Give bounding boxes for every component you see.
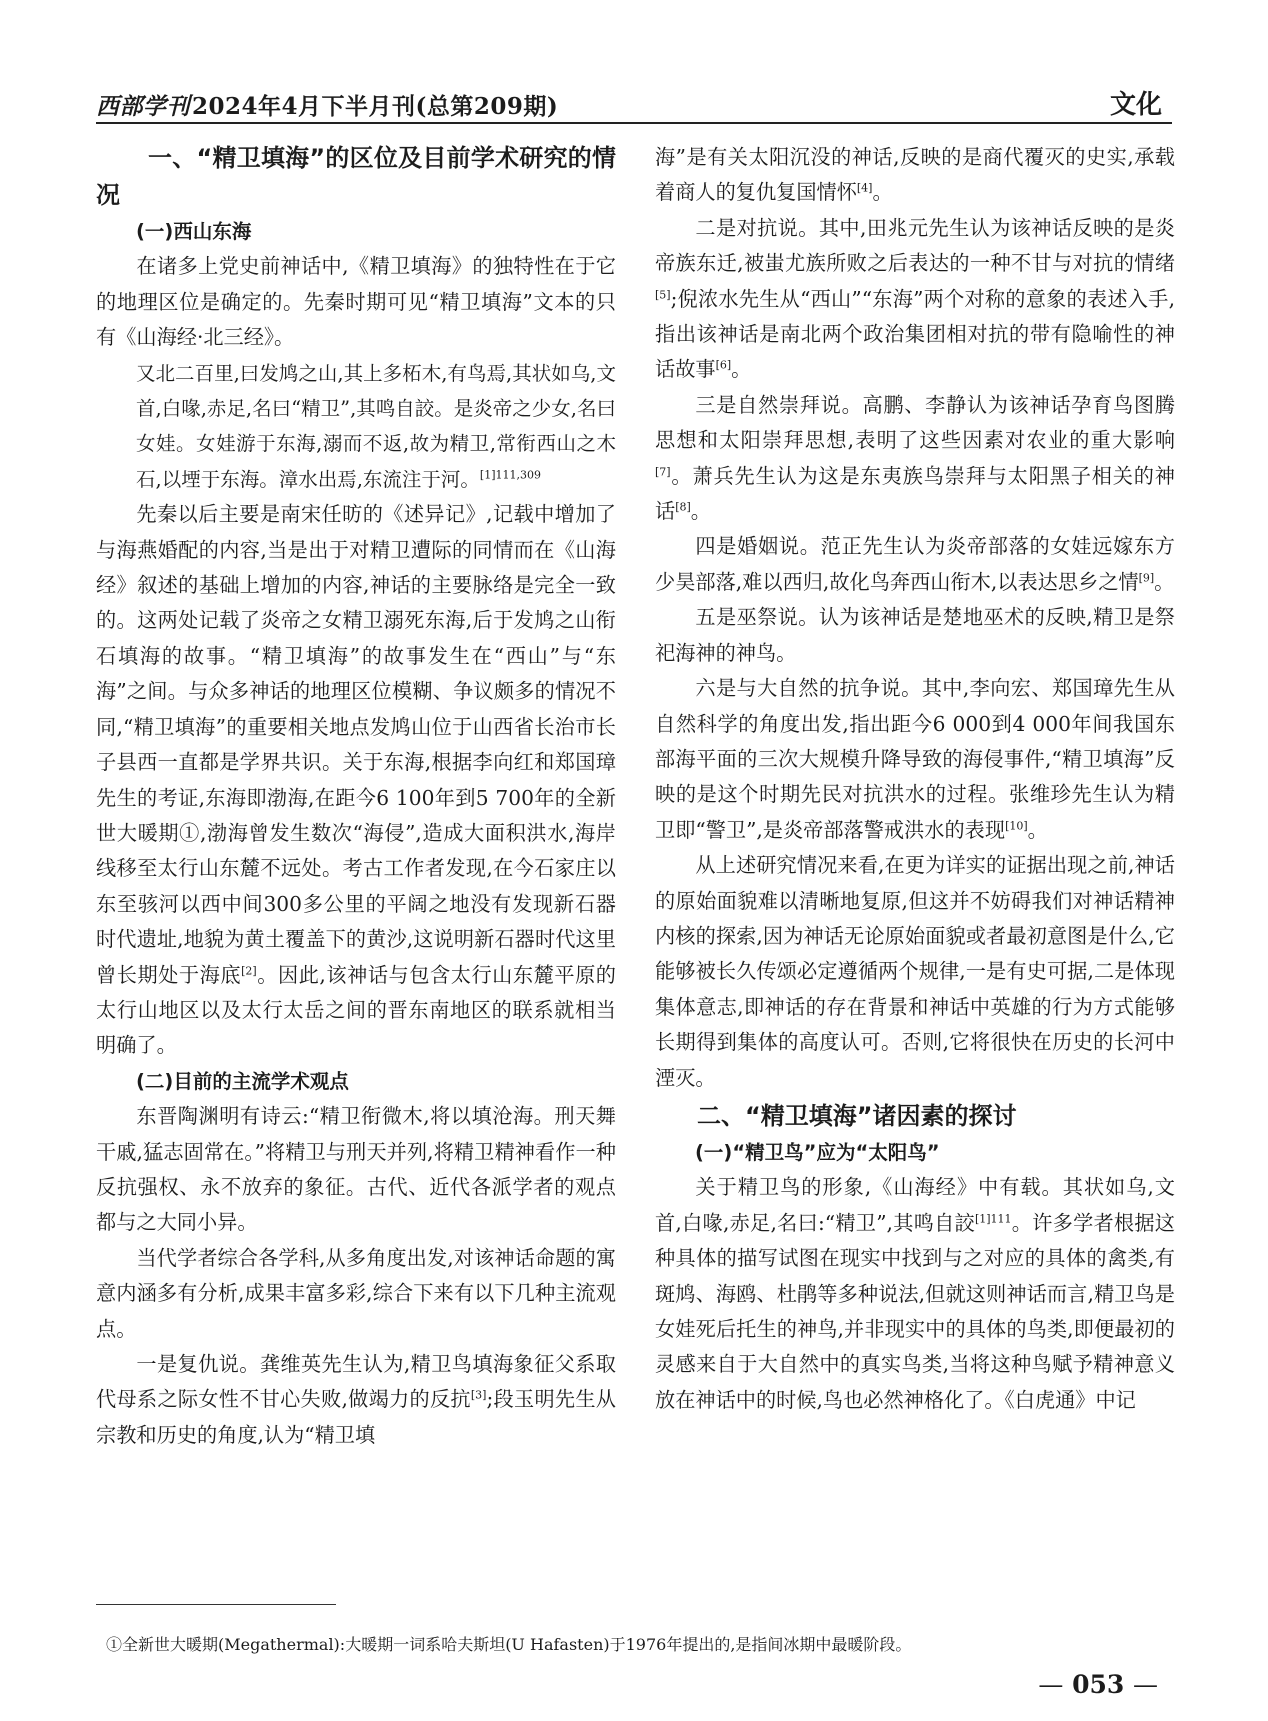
paragraph: 二是对抗说。其中,田兆元先生认为该神话反映的是炎帝族东迁,被蚩尤族所败之后表达的一种不甘与对抗的情绪[5];倪浓水先生从“西山”“东海”两个对称的意象的表述入手,指出该神话是南北两个政治集团相对抗的带有隐喻性的神话故事[6]。	[655, 215, 1175, 382]
paragraph: 六是与大自然的抗争说。其中,李向宏、郑国璋先生从自然科学的角度出发,指出距今6 000到4 000年间我国东部海平面的三次大规模升降导致的海侵事件,“精卫填海”反映的是这个时期先民对抗洪水的过程。张维珍先生认为精卫即“警卫”,是炎帝部落警戒洪水的表现[10]。	[655, 676, 1175, 842]
paragraph: 先秦以后主要是南宋任昉的《述异记》,记载中增加了与海燕婚配的内容,当是出于对精卫遭际的同情而在《山海经》叙述的基础上增加的内容,神话的主要脉络是完全一致的。这两处记载了炎帝之女精卫溺死东海,后于发鸠之山衔石填海的故事。“精卫填海”的故事发生在“西山”与“东海”之间。与众多神话的地理区位模糊、争议颇多的情况不同,“精卫填海”的重要相关地点发鸠山位于山西省长治市长子县西一直都是学界共识。关于东海,根据李向红和郑国璋先生的考证,东海即渤海,在距今6 100年到5 700年的全新世大暖期①,渤海曾发生数次“海侵”,造成大面积洪水,海岸线移至太行山东麓不远处。考古工作者发现,在今石家庄以东至骇河以西中间300多公里的平阔之地没有发现新石器时代遗址,地貌为黄土覆盖下的黄沙,这说明新石器时代这里曾长期处于海底[2]。因此,该神话与包含太行山东麓平原的太行山地区以及太行太岳之间的晋东南地区的联系就相当明确了。	[96, 502, 616, 1058]
header-rule	[96, 122, 1172, 124]
journal-logo: 西部学刊	[96, 93, 190, 120]
page-dash-right: —	[1133, 1670, 1158, 1699]
citation: [2]	[241, 963, 257, 977]
section-label: 文化	[1109, 90, 1162, 120]
citation: [1]111,309	[479, 468, 541, 482]
page-header	[96, 82, 1172, 122]
section-heading-2: 二、“精卫填海”诸因素的探讨	[697, 1101, 1017, 1130]
paragraph: 东晋陶渊明有诗云:“精卫衔微木,将以填沧海。刑天舞干戚,猛志固常在。”将精卫与刑天并列,将精卫精神看作一种反抗强权、永不放弃的象征。古代、近代各派学者的观点都与之大同小异。	[96, 1104, 616, 1235]
page-dash-left: —	[1038, 1670, 1064, 1699]
right-column	[655, 140, 1175, 1418]
section-heading-1: 一、“精卫填海”的区位及目前学术研究的情况	[96, 144, 616, 209]
subheading-sun-bird: (一)“精卫鸟”应为“太阳鸟”	[695, 1140, 940, 1164]
citation: [9]	[1138, 571, 1155, 585]
citation: [6]	[715, 358, 732, 372]
paragraph: 一是复仇说。龚维英先生认为,精卫鸟填海象征父系取代母系之际女性不甘心失败,做竭力的反抗[3];段玉明先生从宗教和历史的角度,认为“精卫填	[96, 1352, 616, 1447]
paragraph: 当代学者综合各学科,从多角度出发,对该神话命题的寓意内涵多有分析,成果丰富多彩,综合下来有以下几种主流观点。	[96, 1245, 616, 1341]
footnote-rule	[96, 1604, 336, 1605]
journal-masthead	[96, 88, 558, 121]
left-column	[96, 140, 616, 1453]
citation: [8]	[675, 500, 691, 514]
paragraph: 三是自然崇拜说。高鹏、李静认为该神话孕育鸟图腾思想和太阳崇拜思想,表明了这些因素对农业的重大影响[7]。萧兵先生认为这是东夷族鸟崇拜与太阳黑子相关的神话[8]。	[655, 392, 1175, 524]
paragraph: 在诸多上党史前神话中,《精卫填海》的独特性在于它的地理区位是确定的。先秦时期可见“精卫填海”文本的只有《山海经·北三经》。	[96, 254, 616, 350]
citation: [4]	[856, 181, 873, 195]
block-quote: 又北二百里,曰发鸠之山,其上多柘木,有鸟焉,其状如乌,文首,白喙,赤足,名曰“精卫”,其鸣自詨。是炎帝之少女,名曰女娃。女娃游于东海,溺而不返,故为精卫,常衔西山之木石,以堙于东海。漳水出焉,东流注于河。$^{[1]111,309}$	[136, 361, 616, 491]
issue-info: 2024年4月下半月刊(总第209期)	[192, 93, 559, 120]
footnote: ①全新世大暖期(Megathermal):大暖期一词系哈夫斯坦(U Hafasten)于1976年提出的,是指间冰期中最暖阶段。	[106, 1635, 912, 1654]
citation: [10]	[1005, 818, 1028, 832]
subheading-west-mountain-east-sea: (一)西山东海	[136, 220, 252, 243]
paragraph: 关于精卫鸟的形象,《山海经》中有载。其状如乌,文首,白喙,赤足,名曰:“精卫”,其鸣自詨$^{[1]111}$。许多学者根据这种具体的描写试图在现实中找到与之对应的具体的禽类,有斑鸠、海鸥、杜鹃等多种说法,但就这则神话而言,精卫鸟是女娃死后托生的神鸟,并非现实中的具体的鸟类,即便最初的灵感来自于大自然中的真实鸟类,当将这种鸟赋予精神意义放在神话中的时候,鸟也必然神格化了。《白虎通》中记	[655, 1175, 1175, 1412]
subheading-mainstream-views: (二)目前的主流学术观点	[136, 1069, 349, 1093]
paragraph: 从上述研究情况来看,在更为详实的证据出现之前,神话的原始面貌难以清晰地复原,但这并不妨碍我们对神话精神内核的探索,因为神话无论原始面貌或者最初意图是什么,它能够被长久传颂必定遵循两个规律,一是有史可据,二是体现集体意志,即神话的存在背景和神话中英雄的行为方式能够长期得到集体的高度认可。否则,它将很快在历史的长河中湮灭。	[655, 853, 1175, 1090]
paragraph: 五是巫祭说。认为该神话是楚地巫术的反映,精卫是祭祀海神的神鸟。	[655, 605, 1175, 665]
citation: [1]111	[974, 1212, 1012, 1226]
page-number	[1038, 1670, 1158, 1699]
paragraph: 四是婚姻说。范正先生认为炎帝部落的女娃远嫁东方少昊部落,难以西归,故化鸟奔西山衔木,以表达思乡之情[9]。	[655, 534, 1175, 594]
citation: [3]	[470, 1388, 487, 1402]
citation: [7]	[655, 464, 671, 478]
citation: [5]	[655, 287, 671, 301]
paragraph: 海”是有关太阳沉没的神话,反映的是商代覆灭的史实,承载着商人的复仇复国情怀[4]。	[655, 145, 1175, 205]
page-number-value: 053	[1072, 1670, 1125, 1699]
